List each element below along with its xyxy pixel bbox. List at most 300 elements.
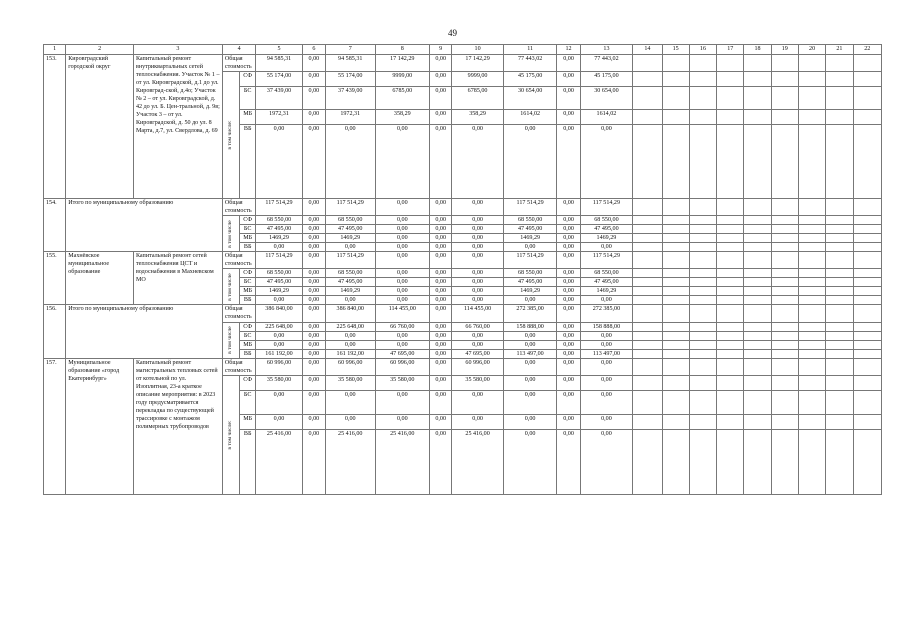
funding-source-label: БС xyxy=(240,87,256,110)
funding-source-label: СФ xyxy=(240,375,256,390)
empty-cell xyxy=(717,199,744,216)
value-cell: 66 760,00 xyxy=(375,322,430,331)
value-cell: 0,00 xyxy=(557,225,580,234)
empty-cell xyxy=(798,234,825,243)
municipality-total-label: Итого по муниципальному образованию xyxy=(66,199,223,252)
empty-cell xyxy=(662,331,689,340)
financing-table xyxy=(43,44,882,495)
empty-cell xyxy=(689,305,716,322)
value-cell: 117 514,29 xyxy=(325,252,375,269)
value-cell: 25 416,00 xyxy=(452,429,504,494)
empty-cell xyxy=(717,305,744,322)
empty-cell xyxy=(853,234,882,243)
col-header: 9 xyxy=(430,45,452,55)
including-label-text: в том числе: xyxy=(227,420,234,450)
empty-cell xyxy=(633,305,662,322)
value-cell: 35 580,00 xyxy=(452,375,504,390)
empty-cell xyxy=(826,390,853,414)
empty-cell xyxy=(662,340,689,349)
empty-cell xyxy=(662,125,689,199)
municipality-name: Кировградский городской округ xyxy=(66,55,134,199)
empty-cell xyxy=(717,234,744,243)
empty-cell xyxy=(717,340,744,349)
empty-cell xyxy=(717,429,744,494)
empty-cell xyxy=(771,125,798,199)
empty-cell xyxy=(689,252,716,269)
empty-cell xyxy=(717,349,744,358)
value-cell: 0,00 xyxy=(580,296,633,305)
value-cell: 0,00 xyxy=(557,234,580,243)
value-cell: 0,00 xyxy=(302,234,325,243)
value-cell: 25 416,00 xyxy=(375,429,430,494)
value-cell: 0,00 xyxy=(452,340,504,349)
empty-cell xyxy=(689,110,716,125)
value-cell: 94 585,31 xyxy=(325,55,375,72)
empty-cell xyxy=(798,269,825,278)
empty-cell xyxy=(689,278,716,287)
col-header: 21 xyxy=(826,45,853,55)
empty-cell xyxy=(744,349,771,358)
funding-source-label: БС xyxy=(240,331,256,340)
empty-cell xyxy=(689,340,716,349)
value-cell: 0,00 xyxy=(325,340,375,349)
value-cell: 1972,31 xyxy=(325,110,375,125)
value-cell: 0,00 xyxy=(580,414,633,429)
empty-cell xyxy=(633,429,662,494)
col-header: 15 xyxy=(662,45,689,55)
value-cell: 47 495,00 xyxy=(256,278,302,287)
table-row xyxy=(44,55,882,72)
value-cell: 68 550,00 xyxy=(580,216,633,225)
value-cell: 0,00 xyxy=(503,414,557,429)
empty-cell xyxy=(717,390,744,414)
empty-cell xyxy=(662,216,689,225)
empty-cell xyxy=(633,110,662,125)
empty-cell xyxy=(798,278,825,287)
funding-source-label: БС xyxy=(240,225,256,234)
empty-cell xyxy=(689,375,716,390)
value-cell: 0,00 xyxy=(375,225,430,234)
value-cell: 68 550,00 xyxy=(503,269,557,278)
value-cell: 358,29 xyxy=(452,110,504,125)
including-label xyxy=(222,322,239,358)
empty-cell xyxy=(826,55,853,72)
col-header: 12 xyxy=(557,45,580,55)
value-cell: 45 175,00 xyxy=(580,72,633,87)
empty-cell xyxy=(826,296,853,305)
empty-cell xyxy=(662,375,689,390)
value-cell: 0,00 xyxy=(302,55,325,72)
value-cell: 0,00 xyxy=(580,390,633,414)
empty-cell xyxy=(798,110,825,125)
empty-cell xyxy=(744,243,771,252)
value-cell: 0,00 xyxy=(580,375,633,390)
value-cell: 0,00 xyxy=(430,269,452,278)
empty-cell xyxy=(853,87,882,110)
value-cell: 0,00 xyxy=(325,125,375,199)
value-cell: 1614,02 xyxy=(503,110,557,125)
value-cell: 0,00 xyxy=(430,225,452,234)
empty-cell xyxy=(826,125,853,199)
empty-cell xyxy=(717,322,744,331)
value-cell: 47 495,00 xyxy=(325,278,375,287)
value-cell: 0,00 xyxy=(302,87,325,110)
col-header: 8 xyxy=(375,45,430,55)
value-cell: 0,00 xyxy=(302,390,325,414)
empty-cell xyxy=(853,243,882,252)
empty-cell xyxy=(798,216,825,225)
value-cell: 1469,29 xyxy=(580,287,633,296)
including-label xyxy=(222,375,239,494)
empty-cell xyxy=(798,375,825,390)
empty-cell xyxy=(689,429,716,494)
empty-cell xyxy=(633,331,662,340)
value-cell: 0,00 xyxy=(557,243,580,252)
col-header: 3 xyxy=(133,45,222,55)
empty-cell xyxy=(744,278,771,287)
value-cell: 68 550,00 xyxy=(256,216,302,225)
empty-cell xyxy=(771,234,798,243)
empty-cell xyxy=(798,322,825,331)
value-cell: 0,00 xyxy=(452,199,504,216)
empty-cell xyxy=(633,234,662,243)
value-cell: 0,00 xyxy=(452,269,504,278)
empty-cell xyxy=(744,322,771,331)
value-cell: 0,00 xyxy=(256,125,302,199)
value-cell: 225 648,00 xyxy=(256,322,302,331)
value-cell: 0,00 xyxy=(430,375,452,390)
empty-cell xyxy=(744,199,771,216)
empty-cell xyxy=(826,429,853,494)
value-cell: 47 695,00 xyxy=(375,349,430,358)
value-cell: 0,00 xyxy=(452,243,504,252)
value-cell: 0,00 xyxy=(375,296,430,305)
value-cell: 1469,29 xyxy=(256,234,302,243)
col-header: 11 xyxy=(503,45,557,55)
empty-cell xyxy=(744,110,771,125)
value-cell: 158 888,00 xyxy=(503,322,557,331)
value-cell: 37 439,00 xyxy=(325,87,375,110)
value-cell: 0,00 xyxy=(557,429,580,494)
value-cell: 0,00 xyxy=(302,125,325,199)
value-cell: 0,00 xyxy=(557,349,580,358)
value-cell: 0,00 xyxy=(302,252,325,269)
empty-cell xyxy=(689,72,716,87)
value-cell: 0,00 xyxy=(325,414,375,429)
empty-cell xyxy=(744,340,771,349)
value-cell: 0,00 xyxy=(302,296,325,305)
value-cell: 0,00 xyxy=(302,243,325,252)
empty-cell xyxy=(633,125,662,199)
empty-cell xyxy=(633,349,662,358)
value-cell: 0,00 xyxy=(580,243,633,252)
empty-cell xyxy=(853,110,882,125)
empty-cell xyxy=(853,358,882,375)
value-cell: 0,00 xyxy=(580,331,633,340)
value-cell: 117 514,29 xyxy=(256,199,302,216)
funding-source-label: МБ xyxy=(240,110,256,125)
value-cell: 114 455,00 xyxy=(452,305,504,322)
empty-cell xyxy=(662,390,689,414)
municipality-name: Муниципальное образование «город Екатеринбург» xyxy=(66,358,134,494)
empty-cell xyxy=(826,331,853,340)
empty-cell xyxy=(798,287,825,296)
value-cell: 77 443,02 xyxy=(503,55,557,72)
empty-cell xyxy=(826,349,853,358)
col-header: 6 xyxy=(302,45,325,55)
empty-cell xyxy=(662,199,689,216)
value-cell: 0,00 xyxy=(557,414,580,429)
total-cost-label: Общая стоимость xyxy=(222,252,255,269)
including-label xyxy=(222,216,239,252)
empty-cell xyxy=(771,72,798,87)
empty-cell xyxy=(853,305,882,322)
value-cell: 0,00 xyxy=(325,296,375,305)
value-cell: 0,00 xyxy=(452,252,504,269)
empty-cell xyxy=(826,340,853,349)
row-number: 155. xyxy=(44,252,66,305)
value-cell: 60 996,00 xyxy=(452,358,504,375)
empty-cell xyxy=(689,125,716,199)
value-cell: 0,00 xyxy=(430,216,452,225)
value-cell: 0,00 xyxy=(430,331,452,340)
value-cell: 0,00 xyxy=(302,225,325,234)
value-cell: 0,00 xyxy=(503,331,557,340)
value-cell: 117 514,29 xyxy=(503,252,557,269)
value-cell: 0,00 xyxy=(256,331,302,340)
value-cell: 0,00 xyxy=(503,429,557,494)
value-cell: 0,00 xyxy=(580,340,633,349)
empty-cell xyxy=(853,349,882,358)
value-cell: 68 550,00 xyxy=(325,216,375,225)
empty-cell xyxy=(744,358,771,375)
row-number: 154. xyxy=(44,199,66,252)
column-number-row xyxy=(44,45,882,55)
value-cell: 0,00 xyxy=(430,340,452,349)
empty-cell xyxy=(798,305,825,322)
empty-cell xyxy=(798,296,825,305)
empty-cell xyxy=(717,72,744,87)
empty-cell xyxy=(662,87,689,110)
value-cell: 68 550,00 xyxy=(256,269,302,278)
value-cell: 0,00 xyxy=(302,322,325,331)
empty-cell xyxy=(744,414,771,429)
value-cell: 161 192,00 xyxy=(256,349,302,358)
value-cell: 114 455,00 xyxy=(375,305,430,322)
value-cell: 0,00 xyxy=(375,269,430,278)
col-header: 22 xyxy=(853,45,882,55)
value-cell: 1469,29 xyxy=(325,287,375,296)
empty-cell xyxy=(689,349,716,358)
value-cell: 17 142,29 xyxy=(375,55,430,72)
empty-cell xyxy=(853,72,882,87)
value-cell: 117 514,29 xyxy=(325,199,375,216)
funding-source-label: ВБ xyxy=(240,243,256,252)
value-cell: 0,00 xyxy=(375,199,430,216)
empty-cell xyxy=(826,225,853,234)
value-cell: 0,00 xyxy=(375,287,430,296)
value-cell: 0,00 xyxy=(430,243,452,252)
row-number: 157. xyxy=(44,358,66,494)
empty-cell xyxy=(798,349,825,358)
value-cell: 0,00 xyxy=(256,390,302,414)
empty-cell xyxy=(689,55,716,72)
value-cell: 35 580,00 xyxy=(325,375,375,390)
empty-cell xyxy=(771,252,798,269)
value-cell: 117 514,29 xyxy=(256,252,302,269)
value-cell: 158 888,00 xyxy=(580,322,633,331)
empty-cell xyxy=(689,414,716,429)
value-cell: 47 495,00 xyxy=(256,225,302,234)
value-cell: 0,00 xyxy=(557,252,580,269)
value-cell: 0,00 xyxy=(452,234,504,243)
value-cell: 0,00 xyxy=(256,414,302,429)
empty-cell xyxy=(853,125,882,199)
empty-cell xyxy=(744,55,771,72)
value-cell: 47 495,00 xyxy=(503,278,557,287)
value-cell: 35 580,00 xyxy=(375,375,430,390)
empty-cell xyxy=(798,87,825,110)
empty-cell xyxy=(717,375,744,390)
empty-cell xyxy=(853,375,882,390)
funding-source-label: СФ xyxy=(240,269,256,278)
value-cell: 0,00 xyxy=(503,390,557,414)
funding-source-label: ВБ xyxy=(240,429,256,494)
value-cell: 0,00 xyxy=(503,358,557,375)
empty-cell xyxy=(853,429,882,494)
empty-cell xyxy=(717,287,744,296)
empty-cell xyxy=(633,375,662,390)
col-header: 2 xyxy=(66,45,134,55)
value-cell: 47 495,00 xyxy=(580,225,633,234)
value-cell: 0,00 xyxy=(256,296,302,305)
project-description: Капитальный ремонт сетей теплоснабжения ЦСТ и водоснабжения в Махневском МО xyxy=(133,252,222,305)
value-cell: 0,00 xyxy=(452,331,504,340)
empty-cell xyxy=(798,340,825,349)
empty-cell xyxy=(717,414,744,429)
value-cell: 0,00 xyxy=(430,414,452,429)
empty-cell xyxy=(798,125,825,199)
value-cell: 0,00 xyxy=(503,340,557,349)
value-cell: 0,00 xyxy=(302,110,325,125)
empty-cell xyxy=(853,216,882,225)
value-cell: 0,00 xyxy=(302,414,325,429)
value-cell: 0,00 xyxy=(302,278,325,287)
empty-cell xyxy=(798,358,825,375)
col-header: 4 xyxy=(222,45,255,55)
empty-cell xyxy=(744,125,771,199)
empty-cell xyxy=(798,55,825,72)
value-cell: 0,00 xyxy=(302,375,325,390)
empty-cell xyxy=(771,429,798,494)
value-cell: 0,00 xyxy=(430,278,452,287)
value-cell: 6785,00 xyxy=(452,87,504,110)
total-cost-label: Общая стоимость xyxy=(222,199,255,216)
empty-cell xyxy=(633,252,662,269)
total-cost-label: Общая стоимость xyxy=(222,305,255,322)
empty-cell xyxy=(853,252,882,269)
value-cell: 0,00 xyxy=(580,358,633,375)
empty-cell xyxy=(662,305,689,322)
value-cell: 358,29 xyxy=(375,110,430,125)
empty-cell xyxy=(771,110,798,125)
empty-cell xyxy=(717,216,744,225)
empty-cell xyxy=(662,252,689,269)
value-cell: 60 996,00 xyxy=(325,358,375,375)
empty-cell xyxy=(633,72,662,87)
empty-cell xyxy=(826,234,853,243)
empty-cell xyxy=(633,278,662,287)
value-cell: 0,00 xyxy=(325,243,375,252)
project-description: Капитальный ремонт магистральных тепловых сетей от котельной по ул. Изоплитная, 23-а краткое описание мероприятия: в 2023 году предусматривается перекладка по существующей трассировке с монтажом полимерных трубопроводов xyxy=(133,358,222,494)
empty-cell xyxy=(853,340,882,349)
value-cell: 0,00 xyxy=(557,269,580,278)
empty-cell xyxy=(717,125,744,199)
empty-cell xyxy=(798,414,825,429)
value-cell: 0,00 xyxy=(452,278,504,287)
value-cell: 1469,29 xyxy=(580,234,633,243)
value-cell: 117 514,29 xyxy=(503,199,557,216)
empty-cell xyxy=(771,199,798,216)
value-cell: 35 580,00 xyxy=(256,375,302,390)
empty-cell xyxy=(826,414,853,429)
empty-cell xyxy=(689,225,716,234)
empty-cell xyxy=(662,72,689,87)
empty-cell xyxy=(633,87,662,110)
table-row xyxy=(44,199,882,216)
value-cell: 0,00 xyxy=(430,305,452,322)
value-cell: 0,00 xyxy=(375,340,430,349)
empty-cell xyxy=(689,358,716,375)
value-cell: 0,00 xyxy=(430,429,452,494)
empty-cell xyxy=(771,375,798,390)
empty-cell xyxy=(662,278,689,287)
empty-cell xyxy=(744,375,771,390)
project-description: Капитальный ремонт внутриквартальных сетей теплоснабжения. Участок № 1 – от ул. Кировградской, д.1 до ул. Кировград-ской, д.4о; Участок № 2 – от ул. Кировградской, д. 42 до ул. Б. Цен-тральной, д. 9в; Участок 3 – от ул. Кировградской, д. 50 до ул. 8 Марта, д.7, ул. Свердлова, д. 69 xyxy=(133,55,222,199)
value-cell: 0,00 xyxy=(302,216,325,225)
funding-source-label: ВБ xyxy=(240,296,256,305)
empty-cell xyxy=(744,390,771,414)
empty-cell xyxy=(717,296,744,305)
empty-cell xyxy=(633,390,662,414)
funding-source-label: ВБ xyxy=(240,349,256,358)
value-cell: 0,00 xyxy=(452,225,504,234)
empty-cell xyxy=(662,234,689,243)
value-cell: 0,00 xyxy=(452,287,504,296)
including-label xyxy=(222,269,239,305)
funding-source-label: МБ xyxy=(240,234,256,243)
value-cell: 0,00 xyxy=(430,322,452,331)
empty-cell xyxy=(771,358,798,375)
empty-cell xyxy=(826,358,853,375)
value-cell: 0,00 xyxy=(557,296,580,305)
value-cell: 30 654,00 xyxy=(580,87,633,110)
value-cell: 6785,00 xyxy=(375,87,430,110)
col-header: 20 xyxy=(798,45,825,55)
value-cell: 25 416,00 xyxy=(325,429,375,494)
value-cell: 0,00 xyxy=(302,349,325,358)
empty-cell xyxy=(826,216,853,225)
value-cell: 0,00 xyxy=(557,331,580,340)
value-cell: 386 840,00 xyxy=(256,305,302,322)
empty-cell xyxy=(771,349,798,358)
value-cell: 0,00 xyxy=(557,287,580,296)
funding-source-label: БС xyxy=(240,278,256,287)
empty-cell xyxy=(826,252,853,269)
value-cell: 0,00 xyxy=(430,87,452,110)
empty-cell xyxy=(689,322,716,331)
value-cell: 1469,29 xyxy=(503,234,557,243)
